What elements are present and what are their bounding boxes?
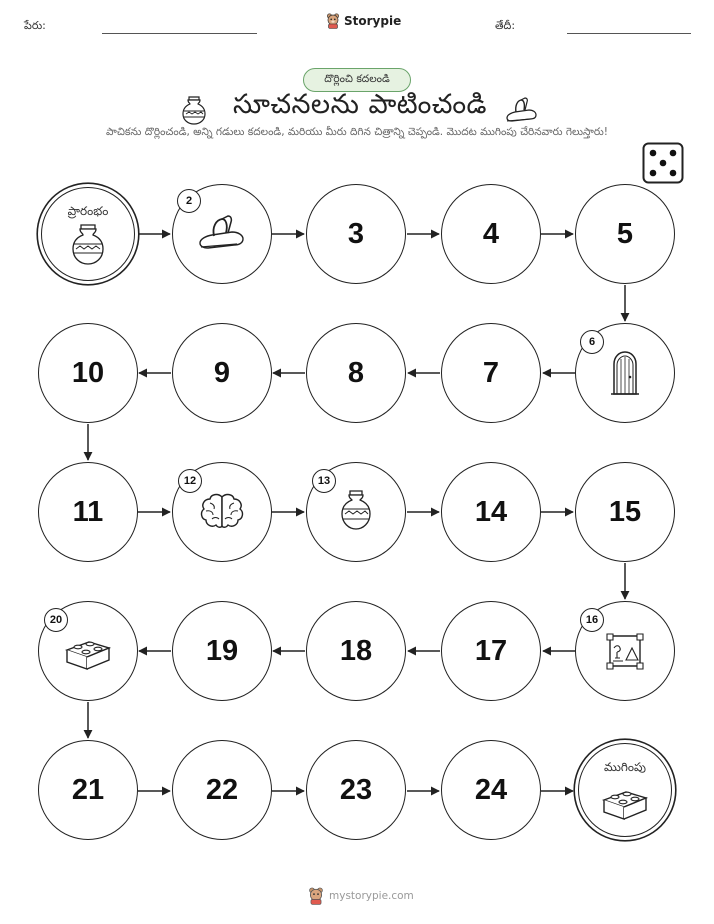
square-number-badge: 6 [580,330,604,354]
square-9[interactable] [172,323,272,423]
square-number: 7 [482,356,500,389]
date-label: తేదీ: [495,19,516,32]
instructions-text: పాచికను దొర్లించండి, అన్ని గడులు కదలండి, మరియు మీరు దిగిన చిత్రాన్ని చెప్పండి. మొదట ముగింపు చేరినవారు గెలుస్తారు! [106,126,608,138]
square-number: 10 [71,356,105,389]
square-10[interactable] [38,323,138,423]
brain-icon [197,489,247,535]
square-number: 17 [474,634,508,667]
square-13[interactable] [306,462,406,562]
pot-icon [331,489,381,535]
square-number: 9 [213,356,231,389]
brick-icon [600,778,650,824]
name-label: పేరు: [24,19,46,32]
square-number-badge: 16 [580,608,604,632]
map-scroll-icon [600,628,650,674]
square-8[interactable] [306,323,406,423]
finish-label: ముగింపు [604,760,646,774]
square-number: 23 [339,773,373,806]
square-14[interactable] [441,462,541,562]
brick-icon [63,628,113,674]
square-number-badge: 2 [177,189,201,213]
footer-url[interactable]: mystorypie.com [329,890,414,902]
square-17[interactable] [441,601,541,701]
square-15[interactable] [575,462,675,562]
square-number: 24 [474,773,508,806]
square-number-badge: 20 [44,608,68,632]
square-18[interactable] [306,601,406,701]
square-number: 4 [482,217,500,250]
square-number: 22 [205,773,239,806]
square-6[interactable] [575,323,675,423]
square-number-badge: 13 [312,469,336,493]
square-number: 11 [72,495,104,528]
square-19[interactable] [172,601,272,701]
bear-logo-icon [308,887,324,905]
footer [308,887,414,905]
finish-square[interactable] [578,743,672,837]
square-4[interactable] [441,184,541,284]
door-icon [600,350,650,396]
square-number: 14 [474,495,508,528]
square-20[interactable] [38,601,138,701]
square-number: 3 [347,217,365,250]
square-2[interactable] [172,184,272,284]
square-24[interactable] [441,740,541,840]
square-22[interactable] [172,740,272,840]
pot-icon [65,222,111,268]
square-number-badge: 12 [178,469,202,493]
square-12[interactable] [172,462,272,562]
square-7[interactable] [441,323,541,423]
square-number: 18 [339,634,373,667]
square-number: 8 [347,356,365,389]
roll-move-badge: దొర్లించి కదలండి [303,68,411,92]
start-square[interactable] [41,187,135,281]
brand-name: Storypie [344,14,402,28]
square-5[interactable] [575,184,675,284]
square-number: 5 [616,217,634,250]
square-21[interactable] [38,740,138,840]
square-3[interactable] [306,184,406,284]
square-number: 19 [205,634,239,667]
square-16[interactable] [575,601,675,701]
start-label: ప్రారంభం [67,204,109,218]
square-11[interactable] [38,462,138,562]
square-number: 21 [71,773,105,806]
sandal-icon [197,211,247,257]
square-23[interactable] [306,740,406,840]
square-number: 15 [608,495,642,528]
page-title: సూచనలను పాటించండి [232,89,488,120]
